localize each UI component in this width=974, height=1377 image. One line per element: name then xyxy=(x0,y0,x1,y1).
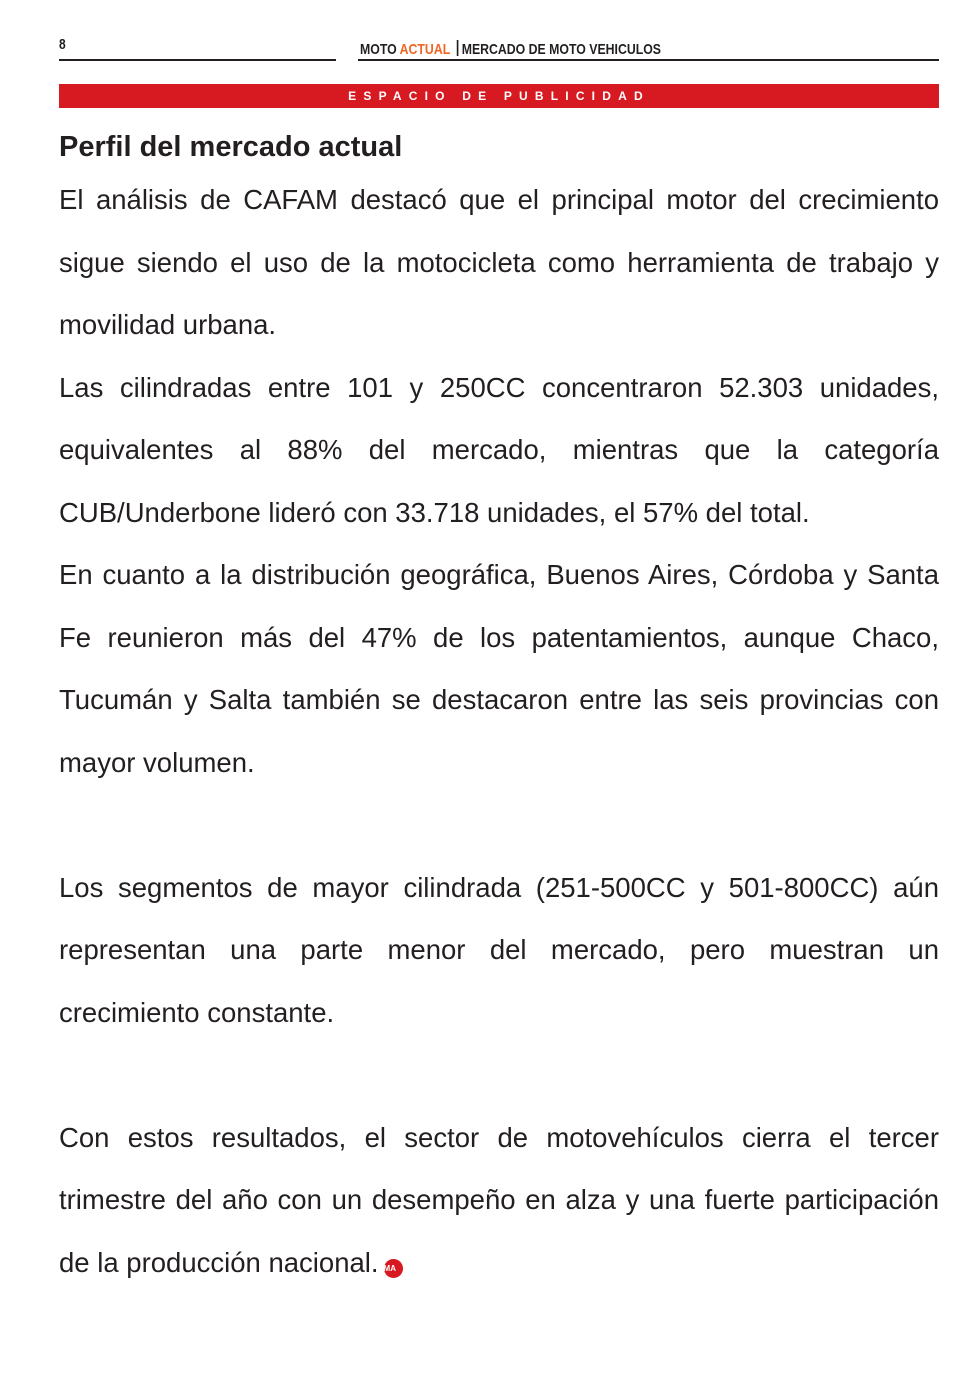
article-paragraph: Las cilindradas entre 101 y 250CC concentraron 52.303 unidades, equivalentes al 88% del mercado, mientras que la categoría CUB/Underbone lideró con 33.718 unidades, el 57% del total. xyxy=(59,371,939,528)
article-paragraph: Los segmentos de mayor cilindrada (251-500CC y 501-800CC) aún representan una parte menor del mercado, pero muestran un crecimiento constante. xyxy=(59,871,939,1028)
article-heading: Perfil del mercado actual xyxy=(59,131,403,163)
section-title: MERCADO DE MOTO VEHICULOS xyxy=(461,41,662,58)
article-paragraph: En cuanto a la distribución geográfica, Buenos Aires, Córdoba y Santa Fe reunieron más del 47% de los patentamientos, aunque Chaco, Tucumán y Salta también se destacaron entre las seis provincias con mayor volumen. xyxy=(59,559,939,778)
ad-banner[interactable]: ESPACIO DE PUBLICIDAD xyxy=(59,84,939,108)
paragraph-gap xyxy=(59,794,939,857)
paragraph-gap xyxy=(59,1044,939,1107)
header-rule-right xyxy=(358,59,939,61)
article-paragraph: El análisis de CAFAM destacó que el principal motor del crecimiento sigue siendo el uso de la motocicleta como herramienta de trabajo y movilidad urbana. xyxy=(59,184,939,340)
header-separator xyxy=(457,40,459,56)
brand-moto: MOTO xyxy=(360,41,397,58)
brand-actual: ACTUAL xyxy=(399,41,451,58)
page-number: 8 xyxy=(59,36,66,53)
article-body xyxy=(59,125,939,1294)
header-rule-left xyxy=(59,59,336,61)
ma-end-icon: MA xyxy=(384,1259,403,1278)
article-paragraph-text: Con estos resultados, el sector de motovehículos cierra el tercer trimestre del año con un desempeño en alza y una fuerte participación de la producción nacional. xyxy=(59,1121,939,1278)
running-head xyxy=(360,40,661,58)
article-paragraph-last xyxy=(59,1107,939,1295)
